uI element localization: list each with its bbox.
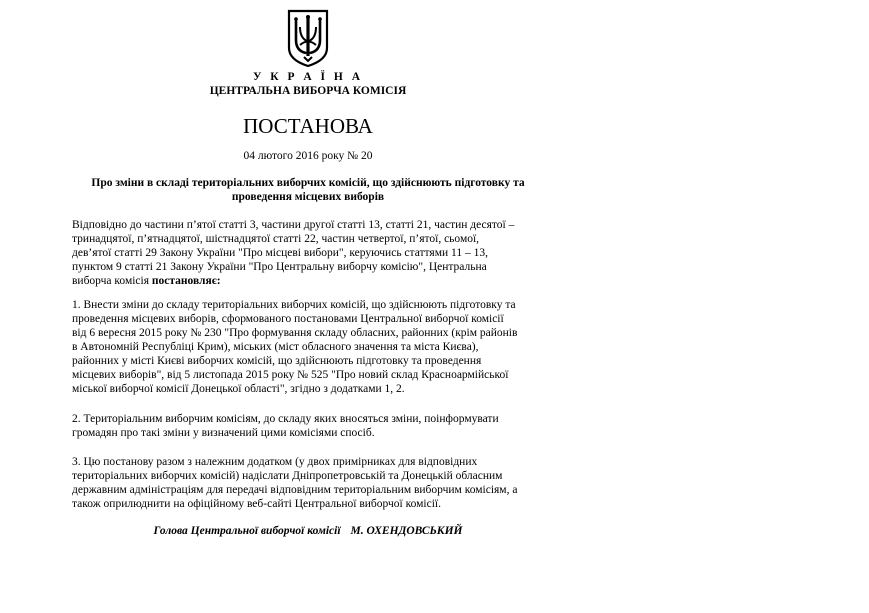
point-line: міської виборчої комісії Донецької області", згідно з додатками 1, 2.: [72, 383, 405, 395]
point-line: проведення місцевих виборів, сформованого постановами Центральної виборчої комісії: [72, 313, 504, 325]
point-line: територіальних виборчих комісій) надіслати Дніпропетровській та Донецькій обласним: [72, 470, 503, 482]
point-1-paragraph: [72, 298, 544, 396]
signature-block: [72, 524, 544, 538]
point-line: районних у місті Києві виборчих комісій, що здійснюють підготовку та проведення: [72, 355, 482, 367]
point-line: 2. Територіальним виборчим комісіям, до складу яких вносяться зміни, поінформувати: [72, 413, 499, 425]
signatory-position: Голова Центральної виборчої комісії: [153, 525, 341, 537]
signatory-name: М. ОХЕНДОВСЬКИЙ: [350, 525, 463, 537]
point-line: також оприлюднити на офіційному веб-сайті Центральної виборчої комісії.: [72, 498, 441, 510]
country-name: У К Р А Ї Н А: [252, 71, 364, 83]
commission-name: ЦЕНТРАЛЬНА ВИБОРЧА КОМІСІЯ: [209, 85, 407, 97]
preamble-line: тринадцятої, п’ятнадцятої, шістнадцятої статті 22, частин четвертої, п’ятої, сьомої,: [72, 233, 480, 245]
trident-coat-of-arms-icon: [286, 8, 330, 68]
point-line: в Автономній Республіці Крим), міських (міст обласного значення та міста Києва),: [72, 341, 479, 353]
document-subject: [72, 176, 544, 204]
document-type-title: ПОСТАНОВА: [243, 114, 373, 138]
preamble-line: Відповідно до частини п’ятої статті 3, частини другої статті 13, статті 21, частин десятої –: [72, 219, 515, 231]
preamble-last-prefix: виборча комісія: [72, 275, 152, 287]
subject-line: Про зміни в складі територіальних виборчих комісій, що здійснюють підготовку та: [91, 177, 525, 189]
point-line: місцевих виборів", від 5 листопада 2015 року № 525 "Про новий склад Красноармійської: [72, 369, 509, 381]
point-line: 1. Внести зміни до складу територіальних виборчих комісій, що здійснюють підготовку та: [72, 299, 516, 311]
subject-line: проведення місцевих виборів: [231, 191, 385, 203]
point-2-paragraph: [72, 412, 544, 440]
document-date-number: 04 лютого 2016 року № 20: [243, 150, 373, 162]
preamble-line: [72, 274, 544, 288]
preamble-paragraph: [72, 218, 544, 288]
point-3-paragraph: [72, 455, 544, 511]
preamble-line: пунктом 9 статті 21 Закону України "Про Центральну виборчу комісію", Центральна: [72, 261, 487, 273]
point-line: від 6 вересня 2015 року № 230 "Про формування складу обласних, районних (крім районів: [72, 327, 518, 339]
preamble-line: дев’ятої статті 29 Закону України "Про місцеві вибори", керуючись статтями 11 – 13,: [72, 247, 488, 259]
point-line: 3. Цю постанову разом з належним додатком (у двох примірниках для відповідних: [72, 456, 478, 468]
resolves-keyword: постановляє:: [151, 275, 221, 287]
point-line: громадян про такі зміни у визначений цими комісіями спосіб.: [72, 427, 375, 439]
point-line: державним адміністраціям для передачі відповідним територіальним виборчим комісіям, а: [72, 484, 518, 496]
